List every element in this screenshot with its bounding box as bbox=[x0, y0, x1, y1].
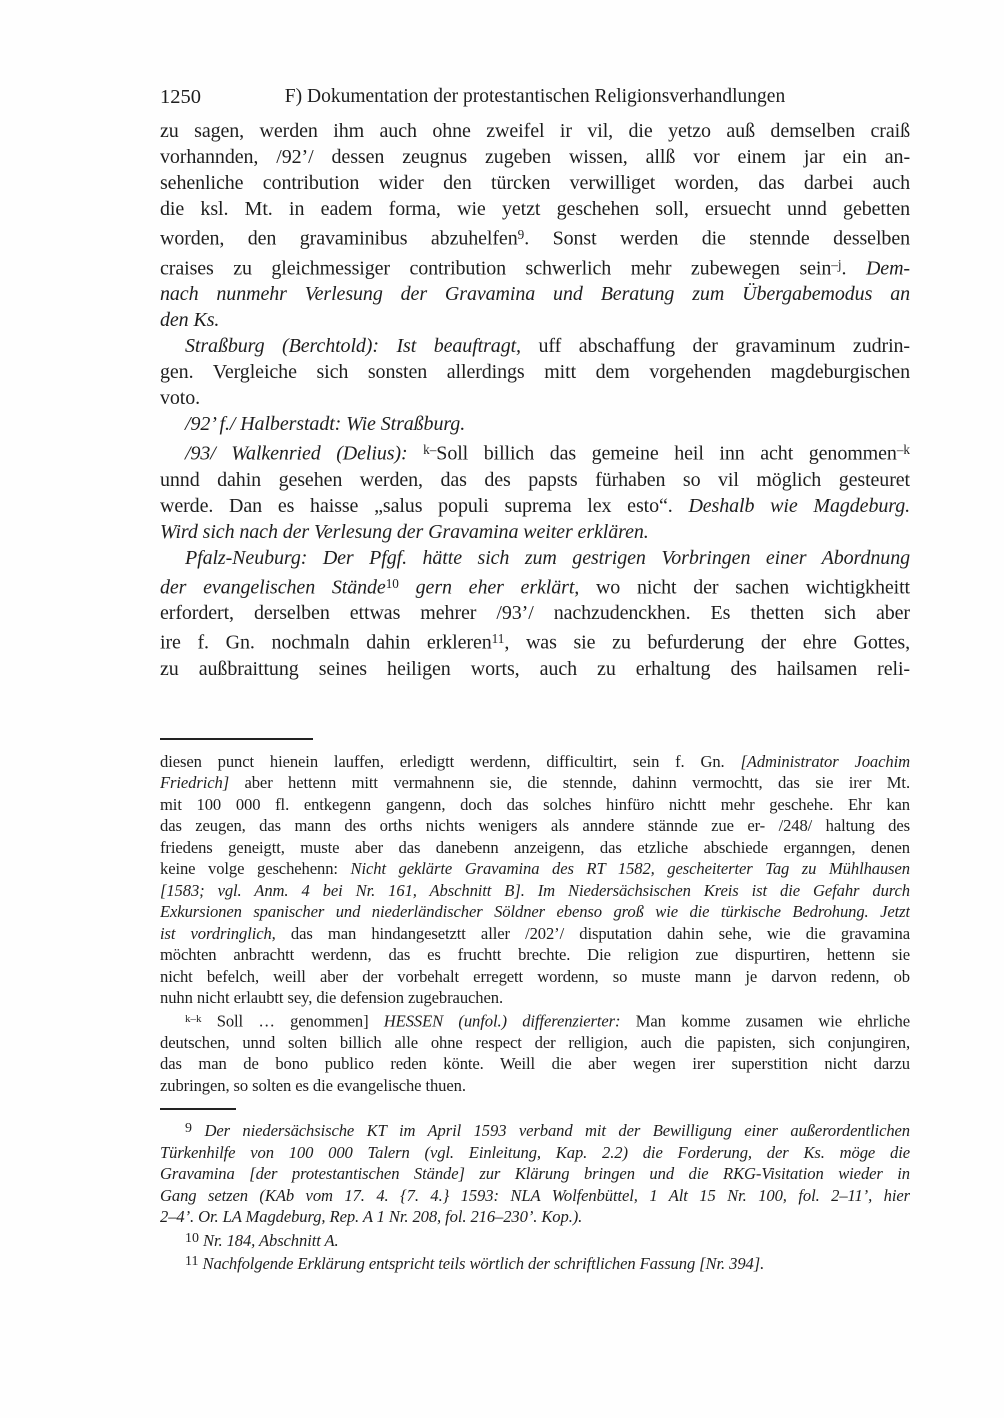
text-line bbox=[160, 307, 910, 333]
running-title: F) Dokumentation der protestantischen Religionsverhandlungen bbox=[284, 86, 786, 107]
text-line bbox=[160, 571, 910, 601]
text-segment: , was sie zu befurderung der ehre Gottes, bbox=[504, 631, 910, 654]
text-segment: nach nunmehr Verlesung der Gravamina und Beratung zum Übergabemodus an bbox=[160, 283, 910, 306]
text-segment: zu außbraittung seines heiligen worts, auch zu erhaltung des hailsamen reli- bbox=[160, 657, 910, 680]
paragraph bbox=[160, 1118, 910, 1227]
text-line bbox=[160, 359, 910, 385]
text-line bbox=[160, 923, 910, 945]
text-line bbox=[160, 222, 910, 252]
text-segment: worden, den gravaminibus abzuhelfen bbox=[160, 227, 518, 250]
text-line bbox=[160, 493, 910, 519]
text-segment: Straßburg (Berchtold): Ist beauftragt, bbox=[185, 335, 521, 358]
text-segment: sehenliche contribution wider den türcken verwilliget worden, das darbei auch bbox=[160, 172, 910, 194]
text-segment: deutschen, unnd solten billich alle ohne respect der relligion, auch die papisten, sich conjungiren, bbox=[160, 1032, 910, 1052]
text-segment: Gravamina [der protestantischen Stände] zur Klärung bringen und die RKG-Visitation wieder in bbox=[160, 1164, 910, 1184]
text-line bbox=[160, 333, 910, 359]
text-line bbox=[160, 600, 910, 626]
critical-apparatus bbox=[160, 751, 910, 1097]
text-line bbox=[160, 545, 910, 571]
text-segment: keine volge geschehenn: bbox=[160, 859, 351, 879]
text-segment: zubringen, so solten es die evangelische thuen. bbox=[160, 1075, 466, 1095]
text-segment: werde. Dan es haisse „salus populi suprema lex esto“. bbox=[160, 494, 689, 517]
text-line bbox=[160, 858, 910, 880]
page-header bbox=[160, 84, 910, 110]
text-segment: Nicht geklärte Gravamina des RT 1582, gescheiterter Tag zu Mühlhausen bbox=[350, 859, 910, 879]
footnote-separator-rule bbox=[160, 1108, 236, 1110]
paragraph bbox=[160, 1251, 910, 1274]
text-line bbox=[160, 1251, 910, 1274]
text-segment: Türkenhilfe von 100 000 Talern (vgl. Einleitung, Kap. 2.2) die Forderung, der Ks. möge die bbox=[160, 1142, 910, 1162]
footnotes bbox=[160, 1118, 910, 1274]
text-line bbox=[160, 385, 910, 411]
text-line bbox=[160, 1118, 910, 1141]
text-line bbox=[160, 1009, 910, 1032]
text-segment: das zeugen, das mann des orths nichts wenigers als anndere stännde zue er- /248/ haltung des bbox=[160, 816, 910, 836]
text-segment: nicht befelch, weill aber der vorbehalt erregett wordenn, so muste mann je darvon redenn, ob bbox=[160, 966, 910, 986]
text-line bbox=[160, 966, 910, 988]
paragraph bbox=[160, 545, 910, 682]
text-segment: Nr. 184, Abschnitt A. bbox=[198, 1230, 339, 1250]
text-line bbox=[160, 880, 910, 902]
text-segment: erfordert, derselben ettwas mehrer /93’/ nachzudenckhen. Es thetten sich aber bbox=[160, 602, 910, 625]
text-segment: 11 bbox=[185, 1254, 199, 1270]
text-line bbox=[160, 901, 910, 923]
text-segment: friedens geneigtt, muste aber das danebenn anzeigenn, das etzliche abschiede erganngen, denen bbox=[160, 837, 910, 857]
main-text bbox=[160, 118, 910, 682]
text-line bbox=[160, 837, 910, 859]
text-line bbox=[160, 118, 910, 144]
text-segment: 10 bbox=[185, 1230, 199, 1246]
text-line bbox=[160, 467, 910, 493]
text-segment: ist vordringlich, bbox=[160, 923, 276, 943]
text-segment: Soll billich das gemeine heil inn acht genommen bbox=[436, 442, 897, 465]
text-line bbox=[160, 281, 910, 307]
text-line bbox=[160, 519, 910, 545]
text-segment: 10 bbox=[385, 575, 399, 591]
paragraph bbox=[160, 751, 910, 1009]
text-segment: /93/ Walkenried (Delius): bbox=[185, 442, 424, 465]
text-segment: 9 bbox=[517, 227, 525, 242]
text-segment: voto. bbox=[160, 387, 201, 410]
text-line bbox=[160, 1185, 910, 1207]
text-segment: Soll … genommen] bbox=[201, 1011, 384, 1031]
text-segment: den Ks. bbox=[160, 309, 220, 332]
text-segment: 11 bbox=[491, 631, 505, 647]
apparatus-separator-rule bbox=[160, 738, 313, 740]
text-segment: diesen punct hienein lauffen, erledigtt werdenn, difficultirt, sein f. Gn. bbox=[160, 751, 741, 771]
text-segment: ire f. Gn. nochmaln dahin erkleren bbox=[160, 631, 492, 654]
text-line bbox=[160, 1206, 910, 1228]
text-segment: craises zu gleichmessiger contribution schwerlich mehr zubewegen sein bbox=[160, 257, 832, 280]
text-segment: wo nicht der sachen wichtigkheitt bbox=[579, 576, 910, 599]
text-line bbox=[160, 1142, 910, 1164]
text-segment: mit 100 000 fl. entkegenn gangenn, doch das solches hinfüro nichtt mehr geschehe. Ehr kan bbox=[160, 794, 910, 814]
text-segment: HESSEN (unfol.) differenzierter: bbox=[383, 1011, 621, 1031]
text-segment: –j bbox=[831, 256, 842, 272]
text-line bbox=[160, 1053, 910, 1075]
paragraph bbox=[160, 437, 910, 545]
text-line bbox=[160, 772, 910, 794]
text-segment: Man komme zusamen wie ehrliche bbox=[620, 1011, 910, 1031]
text-segment: Pfalz-Neuburg: Der Pfgf. hätte sich zum gestrigen Vorbringen einer Abordnung bbox=[185, 546, 910, 569]
text-segment: vorhannden, /92’/ dessen zeugnus zugeben wissen, allß vor einem jar ein an- bbox=[160, 146, 910, 168]
text-segment: zu sagen, werden ihm auch ohne zweifel ir vil, die yetzo auß demselben craiß bbox=[160, 120, 910, 142]
text-line bbox=[160, 196, 910, 222]
paragraph bbox=[160, 1228, 910, 1251]
text-line bbox=[160, 437, 910, 467]
text-segment: das man de bono publico reden könte. Weill die aber wegen irer superstition nicht darzu bbox=[160, 1054, 910, 1074]
text-line bbox=[160, 1163, 910, 1185]
text-line bbox=[160, 170, 910, 196]
text-segment: Deshalb wie Magdeburg. bbox=[688, 494, 910, 517]
text-line bbox=[160, 626, 910, 656]
text-segment: k– bbox=[423, 442, 437, 458]
paragraph bbox=[160, 1009, 910, 1097]
text-segment: Dem- bbox=[865, 257, 910, 280]
paragraph bbox=[160, 333, 910, 411]
text-segment: . bbox=[841, 257, 866, 280]
text-line bbox=[160, 252, 910, 282]
text-segment: Exkursionen spanischer und niederländischer Söldner ebenso groß wie die türkische Bedrohung. Jetzt bbox=[160, 902, 910, 922]
paragraph bbox=[160, 118, 910, 333]
text-segment: gen. Vergleiche sich sonsten allerdings mitt dem vorgehenden magdeburgischen bbox=[160, 361, 910, 384]
text-segment: 2–4’. Or. LA Magdeburg, Rep. A 1 Nr. 208, fol. 216–230’. Kop.). bbox=[160, 1207, 583, 1227]
page-number: 1250 bbox=[160, 86, 201, 108]
paragraph bbox=[160, 411, 910, 437]
text-segment: Friedrich] bbox=[160, 773, 230, 793]
text-column bbox=[160, 84, 910, 1274]
text-segment: Wird sich nach der Verlesung der Gravamina weiter erklären. bbox=[160, 520, 649, 543]
text-line bbox=[160, 1075, 910, 1097]
text-segment: [1583; vgl. Anm. 4 bei Nr. 161, Abschnitt B]. Im Niedersächsischen Kreis ist die Gefahr durch bbox=[160, 880, 910, 900]
text-segment: die ksl. Mt. in eadem forma, wie yetzt geschehen soll, ersuecht unnd gebetten bbox=[160, 198, 910, 220]
text-line bbox=[160, 944, 910, 966]
text-segment: . Sonst werden die stennde desselben bbox=[524, 227, 910, 250]
text-segment: 9 bbox=[185, 1121, 192, 1137]
text-segment: nuhn nicht erlaubtt sey, die defension zugebrauchen. bbox=[160, 988, 503, 1008]
text-segment: das man hindangesetztt aller /202’/ disputation dahin sehe, wie die gravamina bbox=[275, 923, 910, 943]
text-segment: [Administrator Joachim bbox=[740, 751, 910, 771]
text-segment: /92’ f./ Halberstadt: Wie Straßburg. bbox=[185, 413, 466, 436]
text-segment: uff abschaffung der gravaminum zudrin- bbox=[520, 335, 910, 358]
text-line bbox=[160, 144, 910, 170]
text-line bbox=[160, 987, 910, 1009]
text-line bbox=[160, 411, 910, 437]
text-segment: Nachfolgende Erklärung entspricht teils wörtlich der schriftlichen Fassung [Nr. 394]. bbox=[198, 1253, 765, 1273]
text-line bbox=[160, 656, 910, 682]
text-line bbox=[160, 1032, 910, 1054]
text-line bbox=[160, 1228, 910, 1251]
text-segment: Gang setzen (KAb vom 17. 4. {7. 4.} 1593: NLA Wolfenbüttel, 1 Alt 15 Nr. 100, fol. 2–11’, hier bbox=[160, 1185, 910, 1205]
text-line bbox=[160, 751, 910, 773]
text-segment: der evangelischen Stände bbox=[160, 576, 386, 599]
text-segment: gern eher erklärt, bbox=[398, 576, 580, 599]
text-line bbox=[160, 794, 910, 816]
text-segment: aber hettenn mitt vermahnenn sie, die stennde, dahinn vermochtt, das sie irer Mt. bbox=[229, 773, 910, 793]
text-segment: unnd dahin gesehen werden, das des papsts fürhaben so vil möglich gesteuret bbox=[160, 468, 910, 491]
text-line bbox=[160, 815, 910, 837]
text-segment: möchten anbrachtt werdenn, das es fruchtt brechte. Die religion zue dispurtiren, hettenn sie bbox=[160, 945, 910, 965]
text-segment: Der niedersächsische KT im April 1593 verband mit der Bewilligung einer außerordentlichen bbox=[191, 1121, 910, 1141]
text-segment: k–k bbox=[185, 1012, 202, 1025]
text-segment: –k bbox=[896, 442, 910, 458]
